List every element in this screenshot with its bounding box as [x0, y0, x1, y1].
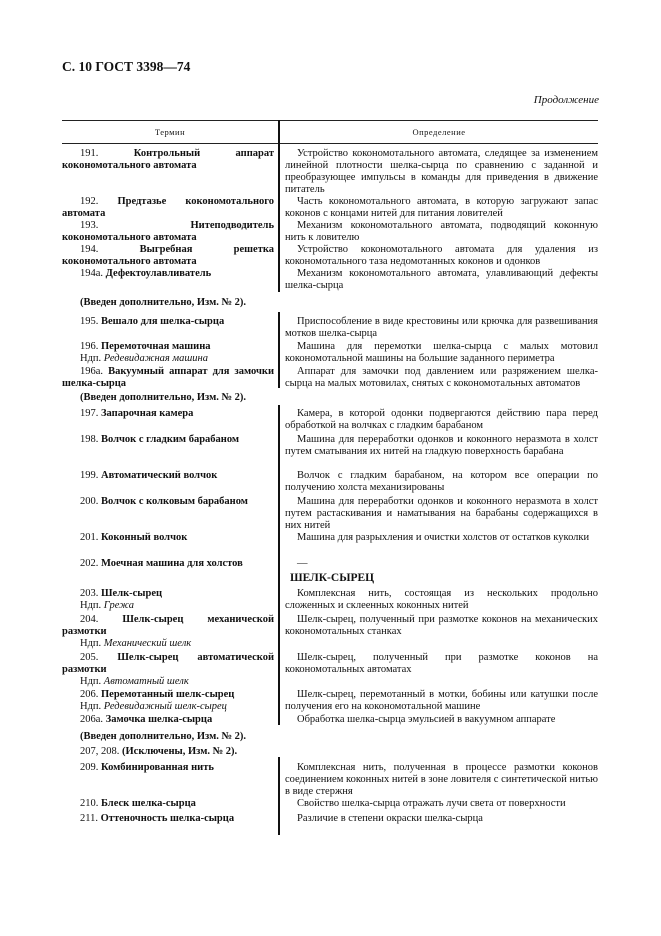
definition-cell: Комплексная нить, состоящая из нескольких продольно сложенных и склеенных коконных нитей [285, 588, 598, 611]
term-name: Контрольный аппарат кокономотального автомата [62, 148, 274, 171]
term-cell [62, 558, 274, 570]
ndp-label: Ндп. [80, 600, 102, 611]
definition-cell: Камера, в которой одонки подвергаются действию пара перед обработкой на волчках с гладким барабаном [285, 408, 598, 431]
column-divider [278, 757, 280, 835]
column-header-definition: Определение [412, 127, 466, 137]
deprecated-term [62, 701, 274, 713]
excluded-numbers: 207, 208. [80, 746, 120, 757]
term-name: Перемоточная машина [101, 341, 211, 352]
term-number: 203. [80, 588, 99, 599]
term-cell [62, 341, 274, 365]
amendment-note: (Введен дополнительно, Изм. № 2). [80, 731, 247, 742]
term-cell [62, 408, 274, 420]
deprecated-term [62, 638, 274, 650]
term-number: 196а. [80, 366, 104, 377]
definition-cell: — [297, 558, 308, 569]
definition-cell: Шелк-сырец, перемотанный в мотки, бобины или катушки после получения его на кокономотальной машине [285, 689, 598, 712]
excluded-note [80, 746, 237, 758]
term-number: 211. [80, 813, 98, 824]
definition-cell: Часть кокономотального автомата, в которую загружают запас коконов с концами нитей для питания ловителей [285, 196, 598, 219]
ndp-label: Ндп. [80, 638, 102, 649]
term-cell [62, 588, 274, 612]
deprecated-term-text: Грежа [103, 600, 135, 611]
term-cell [62, 496, 274, 508]
term-name: Перемотанный шелк-сырец [101, 689, 235, 700]
definition-cell: Машина для переработки одонков и коконного неразмота в холст путем растаскивания и наматывания на барабаны содержащихся в них нитей [285, 496, 598, 531]
term-name: Шелк-сырец автоматической размотки [62, 652, 274, 675]
term-name: Вакуумный аппарат для замочки шелка-сырца [62, 366, 274, 389]
term-name: Предтазье кокономотального автомата [62, 196, 275, 219]
deprecated-term [62, 353, 274, 365]
continuation-label: Продолжение [533, 94, 599, 106]
term-cell [62, 148, 274, 172]
definition-cell: Шелк-сырец, полученный при размотке коконов на механических кокономотальных станках [285, 614, 598, 637]
definition-cell: Аппарат для замочки под давлением или разряжением шелка-сырца на малых мотовилах, снятых с кокономотальных автоматов [285, 366, 598, 389]
term-cell [62, 244, 274, 268]
section-heading: ШЕЛК-СЫРЕЦ [290, 572, 375, 584]
term-name: Запарочная камера [101, 408, 194, 419]
term-cell [62, 714, 274, 726]
amendment-note: (Введен дополнительно, Изм. № 2). [80, 392, 247, 403]
term-number: 206а. [80, 714, 104, 725]
term-name: Комбинированная нить [101, 762, 214, 773]
term-number: 204. [80, 614, 99, 625]
term-number: 195. [80, 316, 99, 327]
column-header-term: Термин [154, 127, 186, 137]
term-name: Блеск шелка-сырца [101, 798, 196, 809]
term-cell [62, 813, 274, 825]
definition-cell: Свойство шелка-сырца отражать лучи света от поверхности [297, 798, 566, 809]
term-name: Волчок с гладким барабаном [101, 434, 240, 445]
column-divider [278, 405, 280, 725]
term-number: 205. [80, 652, 99, 663]
term-number: 198. [80, 434, 99, 445]
ndp-label: Ндп. [80, 353, 102, 364]
term-cell [62, 434, 274, 446]
term-cell [62, 652, 274, 688]
term-number: 196. [80, 341, 99, 352]
term-number: 192. [80, 196, 99, 207]
term-number: 194. [80, 244, 99, 255]
definition-cell: Различие в степени окраски шелка-сырца [297, 813, 483, 824]
term-number: 209. [80, 762, 99, 773]
deprecated-term [62, 600, 274, 612]
term-cell [62, 196, 274, 220]
header-rule [62, 143, 598, 144]
term-cell [62, 366, 274, 390]
term-name: Дефектоулавливатель [105, 268, 212, 279]
term-name: Нитеподводитель кокономотального автомата [62, 220, 274, 243]
definition-cell: Механизм кокономотального автомата, подводящий коконную нить к ловителю [285, 220, 598, 243]
term-cell [62, 798, 274, 810]
term-number: 200. [80, 496, 99, 507]
term-number: 206. [80, 689, 99, 700]
definition-cell: Обработка шелка-сырца эмульсией в вакуумном аппарате [297, 714, 556, 725]
deprecated-term-text: Редевидажная машина [103, 353, 209, 364]
term-number: 210. [80, 798, 99, 809]
term-number: 191. [80, 148, 99, 159]
definition-cell: Устройство кокономотального автомата, следящее за изменением линейной плотности шелка-сырца по сравнению с заданной и преобразующее импульсы в команды для приведения в движение питатель [285, 148, 598, 195]
term-name: Вешало для шелка-сырца [101, 316, 225, 327]
term-number: 193. [80, 220, 99, 231]
term-name: Шелк-сырец механической размотки [62, 614, 274, 637]
term-name: Выгребная решетка кокономотального автомата [62, 244, 274, 267]
ndp-label: Ндп. [80, 676, 102, 687]
definition-cell: Волчок с гладким барабаном, на котором все операции по получению холста механизированы [285, 470, 598, 493]
amendment-note: (Введен дополнительно, Изм. № 2). [80, 297, 247, 308]
term-number: 199. [80, 470, 99, 481]
term-number: 194а. [80, 268, 104, 279]
ndp-label: Ндп. [80, 701, 102, 712]
term-cell [62, 470, 274, 482]
term-cell [62, 762, 274, 774]
definition-cell: Машина для переработки одонков и коконного неразмота в холст путем сматывания их нитей на гладкую поверхность барабана [285, 434, 598, 457]
deprecated-term [62, 676, 274, 688]
definition-cell: Машина для разрыхления и очистки холстов от остатков куколки [297, 532, 590, 543]
definition-cell: Шелк-сырец, полученный при размотке коконов на кокономотальных автоматах [285, 652, 598, 675]
term-name: Шелк-сырец [101, 588, 163, 599]
term-name: Коконный волчок [101, 532, 188, 543]
definition-cell: Устройство кокономотального автомата для удаления из кокономотального таза недомотанных коконов и одонков [285, 244, 598, 267]
term-cell [62, 614, 274, 650]
page-header: С. 10 ГОСТ 3398—74 [62, 59, 191, 74]
column-divider [278, 312, 280, 388]
term-cell [62, 532, 274, 544]
deprecated-term-text: Редевидажный шелк-сырец [103, 701, 227, 712]
term-cell [62, 316, 274, 328]
definition-cell: Машина для перемотки шелка-сырца с малых мотовил кокономотальной машины на большие заданного периметра [285, 341, 598, 364]
term-cell [62, 220, 274, 244]
term-cell [62, 268, 274, 280]
term-name: Замочка шелка-сырца [105, 714, 213, 725]
excluded-text: (Исключены, Изм. № 2). [122, 746, 238, 757]
term-name: Автоматический волчок [101, 470, 218, 481]
deprecated-term-text: Механический шелк [103, 638, 192, 649]
definition-cell: Комплексная нить, полученная в процессе размотки коконов соединением коконных нитей в зоне ловителя с синтетической нитью в виде стержня [285, 762, 598, 797]
term-number: 201. [80, 532, 99, 543]
column-divider [278, 120, 280, 292]
term-name: Моечная машина для холстов [101, 558, 243, 569]
term-name: Волчок с колковым барабаном [101, 496, 248, 507]
definition-cell: Механизм кокономотального автомата, улавливающий дефекты шелка-сырца [285, 268, 598, 291]
term-name: Оттеночность шелка-сырца [100, 813, 235, 824]
table-top-rule [62, 120, 598, 121]
term-cell [62, 689, 274, 713]
term-number: 197. [80, 408, 99, 419]
definition-cell: Приспособление в виде крестовины или крючка для развешивания мотков шелка-сырца [285, 316, 598, 339]
term-number: 202. [80, 558, 99, 569]
deprecated-term-text: Автоматный шелк [103, 676, 189, 687]
